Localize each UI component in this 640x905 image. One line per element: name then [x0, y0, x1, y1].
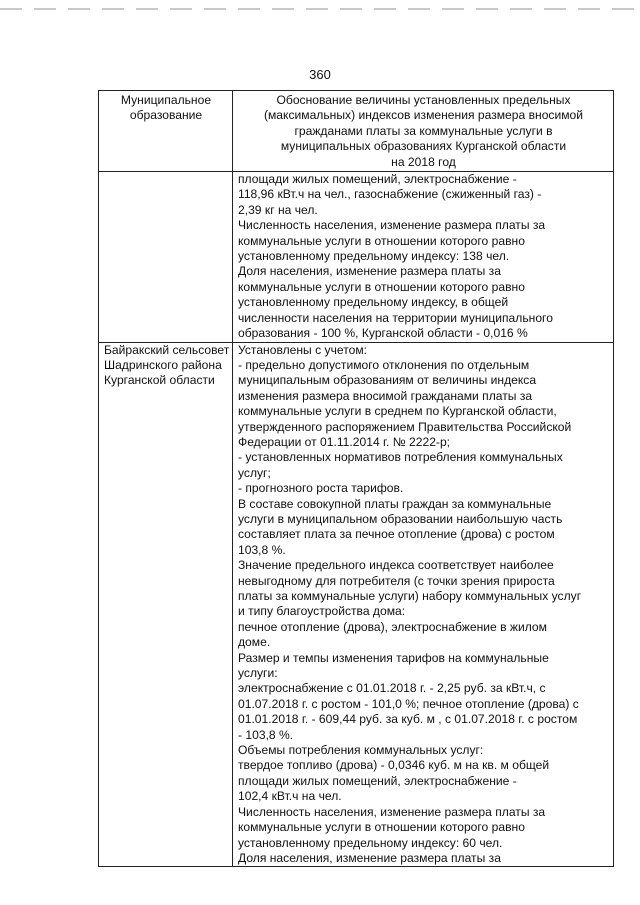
page-number: 360	[309, 67, 331, 82]
header-municipality	[99, 91, 233, 172]
justification-line: - установленных нормативов потребления коммунальных	[238, 450, 563, 465]
justification-line: - 103,8 %.	[238, 727, 294, 742]
justification-line: утвержденного распоряжением Правительства Российской	[238, 419, 572, 434]
justification-line: 2,39 кг на чел.	[238, 202, 318, 217]
header-line: Обоснование величины установленных предельных	[276, 93, 571, 107]
justification-line: услуг;	[238, 465, 271, 480]
justification-line: - прогнозного роста тарифов.	[238, 481, 404, 496]
justification-line: и типу благоустройства дома:	[238, 604, 406, 619]
justification-line: Федерации от 01.11.2014 г. № 2222-р;	[238, 434, 451, 449]
header-justification	[233, 91, 614, 172]
justification-line: Объемы потребления коммунальных услуг:	[238, 743, 484, 758]
header-line: Муниципальное	[120, 93, 212, 107]
justification-line: коммунальные услуги в отношении которого равно	[238, 820, 525, 835]
justification-line: 118,96 кВт.ч на чел., газоснабжение (сжиженный газ) -	[238, 187, 542, 202]
municipality-line: Шадринского района	[104, 357, 222, 372]
justification-line: коммунальные услуги в отношении которого равно	[238, 279, 525, 294]
justification-line: Численность населения, изменение размера платы за	[238, 804, 546, 819]
justification-line: коммунальные услуги в среднем по Курганской области,	[238, 404, 557, 419]
justification-line: образования - 100 %, Курганской области - 0,016 %	[238, 326, 528, 341]
justification-line: доме.	[238, 635, 271, 650]
justification-line: Численность населения, изменение размера платы за	[238, 218, 546, 233]
justification-table	[98, 90, 614, 867]
justification-line: составляет плата за печное отопление (дрова) с ростом	[238, 527, 555, 542]
justification-line: невыгодному для потребителя (с точки зрения прироста	[238, 573, 555, 588]
justification-line: платы за коммунальные услуги) набору коммунальных услуг	[238, 589, 582, 603]
justification-line: - предельно допустимого отклонения по отдельным	[238, 357, 530, 372]
justification-line: Установлены с учетом:	[238, 342, 367, 357]
justification-line: установленному предельному индексу: 60 чел.	[238, 835, 503, 850]
justification-line: Значение предельного индекса соответствует наиболее	[238, 558, 554, 573]
header-line: гражданами платы за коммунальные услуги в	[294, 123, 553, 138]
justification-line: твердое топливо (дрова) - 0,0346 куб. м на кв. м общей	[238, 758, 550, 773]
header-line: муниципальных образованиях Курганской области	[280, 139, 567, 154]
justification-line: установленному предельному индексу: 138 чел.	[238, 249, 510, 264]
justification-line: В составе совокупной платы граждан за коммунальные	[238, 496, 552, 511]
justification-line: 103,8 %.	[238, 542, 286, 557]
justification-line: Доля населения, изменение размера платы за	[238, 264, 501, 279]
municipality-line: Байракский сельсовет	[104, 342, 230, 357]
table-row	[99, 342, 614, 867]
municipality-line: Курганской области	[104, 373, 215, 388]
scan-artifact-line	[0, 8, 640, 10]
justification-line: услуги в муниципальном образовании наибольшую часть	[238, 511, 563, 526]
table-header-row	[99, 91, 614, 172]
justification-cell	[233, 172, 614, 342]
table-row	[99, 172, 614, 342]
header-line: образование	[129, 108, 203, 123]
justification-line: площади жилых помещений, электроснабжение -	[238, 172, 517, 187]
justification-line: установленному предельному индексу, в общей	[238, 295, 509, 310]
justification-line: изменения размера вносимой гражданами платы за	[238, 388, 533, 403]
justification-line: 01.01.2018 г. - 609,44 руб. за куб. м , с 01.07.2018 г. с ростом	[238, 712, 578, 727]
justification-line: численности населения на территории муниципального	[238, 310, 553, 325]
justification-cell	[233, 342, 614, 867]
header-line: (максимальных) индексов изменения размера вносимой	[263, 108, 584, 123]
justification-line: муниципальным образованиям от величины индекса	[238, 373, 537, 388]
justification-line: площади жилых помещений, электроснабжение -	[238, 773, 517, 788]
justification-line: 102,4 кВт.ч на чел.	[238, 789, 342, 804]
table-body	[99, 172, 614, 867]
header-line: на 2018 год	[391, 154, 456, 169]
municipality-cell	[99, 342, 233, 867]
justification-line: коммунальные услуги в отношении которого равно	[238, 233, 525, 248]
justification-line: электроснабжение с 01.01.2018 г. - 2,25 руб. за кВт.ч, с	[238, 681, 546, 696]
justification-line: Размер и темпы изменения тарифов на коммунальные	[238, 650, 549, 665]
municipality-cell	[99, 172, 233, 342]
justification-line: 01.07.2018 г. с ростом - 101,0 %; печное отопление (дрова) с	[238, 696, 579, 711]
justification-line: печное отопление (дрова), электроснабжение в жилом	[238, 619, 547, 634]
justification-line: услуги:	[238, 666, 278, 681]
justification-line: Доля населения, изменение размера платы за	[238, 850, 501, 865]
